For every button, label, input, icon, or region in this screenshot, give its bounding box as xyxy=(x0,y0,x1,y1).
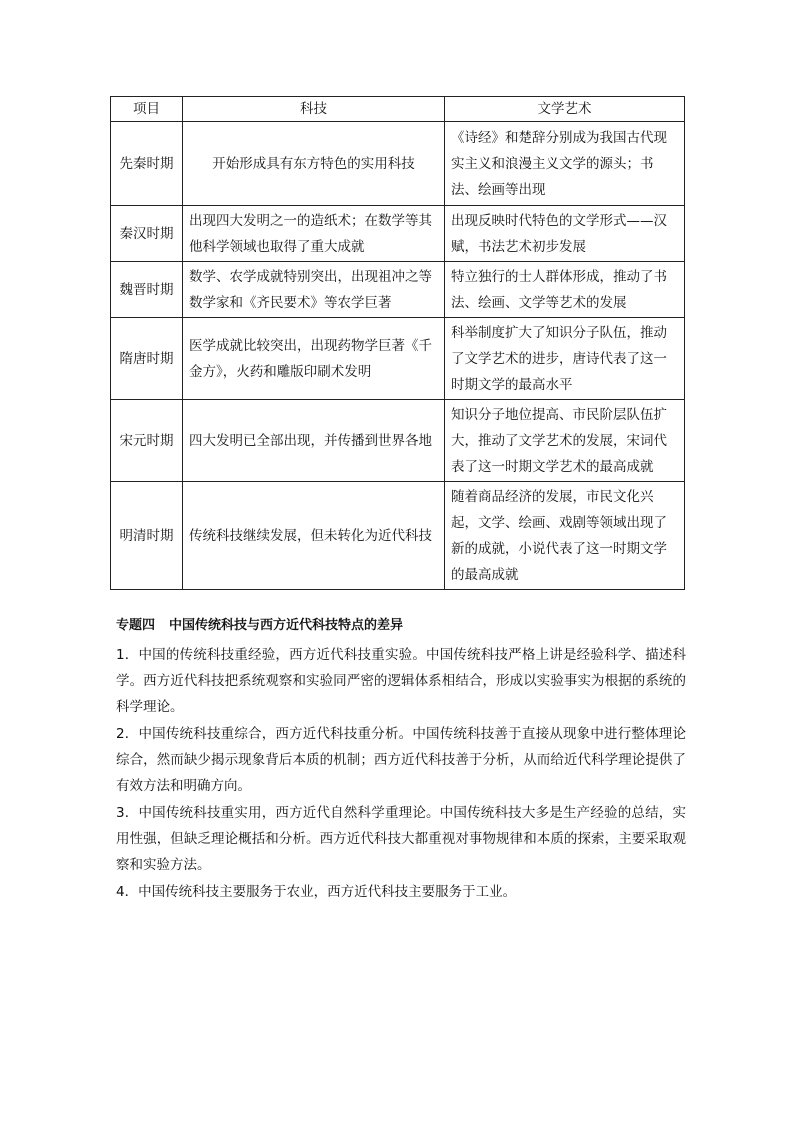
period-cell: 先秦时期 xyxy=(111,122,183,206)
period-cell: 秦汉时期 xyxy=(111,206,183,262)
art-cell: 出现反映时代特色的文学形式——汉赋，书法艺术初步发展 xyxy=(445,206,685,262)
header-tech: 科技 xyxy=(183,97,445,122)
topic-section xyxy=(116,614,686,906)
comparison-table xyxy=(110,96,685,590)
tech-cell: 四大发明已全部出现，并传播到世界各地 xyxy=(183,400,445,482)
paragraph-1: 1．中国的传统科技重经验，西方近代科技重实验。中国传统科技严格上讲是经验科学、描述科学。西方近代科技把系统观察和实验同严密的逻辑体系相结合，形成以实验事实为根据的系统的科学理论。 xyxy=(116,647,686,715)
table-row xyxy=(111,262,685,318)
table-row xyxy=(111,122,685,206)
period-cell: 隋唐时期 xyxy=(111,318,183,400)
art-cell: 随着商品经济的发展，市民文化兴起，文学、绘画、戏剧等领域出现了新的成就，小说代表了这一时期文学的最高成就 xyxy=(445,482,685,590)
table-row xyxy=(111,482,685,590)
table-row xyxy=(111,206,685,262)
section-heading xyxy=(116,614,686,638)
art-cell: 科举制度扩大了知识分子队伍，推动了文学艺术的进步，唐诗代表了这一时期文学的最高水平 xyxy=(445,318,685,400)
art-cell: 特立独行的士人群体形成，推动了书法、绘画、文学等艺术的发展 xyxy=(445,262,685,318)
paragraph-2: 2．中国传统科技重综合，西方近代科技重分析。中国传统科技善于直接从现象中进行整体理论综合，然而缺少揭示现象背后本质的机制；西方近代科技善于分析，从而给近代科学理论提供了有效方法和明确方向。 xyxy=(116,726,686,794)
period-cell: 魏晋时期 xyxy=(111,262,183,318)
tech-cell: 医学成就比较突出，出现药物学巨著《千金方》，火药和雕版印刷术发明 xyxy=(183,318,445,400)
period-cell: 宋元时期 xyxy=(111,400,183,482)
section-label: 专题四 xyxy=(116,618,156,633)
tech-cell: 数学、农学成就特别突出，出现祖冲之等数学家和《齐民要术》等农学巨著 xyxy=(183,262,445,318)
art-cell: 知识分子地位提高、市民阶层队伍扩大，推动了文学艺术的发展，宋词代表了这一时期文学艺术的最高成就 xyxy=(445,400,685,482)
table-row xyxy=(111,318,685,400)
tech-cell: 传统科技继续发展，但未转化为近代科技 xyxy=(183,482,445,590)
paragraph-4: 4．中国传统科技主要服务于农业，西方近代科技主要服务于工业。 xyxy=(116,884,517,900)
table-row xyxy=(111,400,685,482)
tech-cell: 出现四大发明之一的造纸术；在数学等其他科学领域也取得了重大成就 xyxy=(183,206,445,262)
art-cell: 《诗经》和楚辞分别成为我国古代现实主义和浪漫主义文学的源头；书法、绘画等出现 xyxy=(445,122,685,206)
tech-cell: 开始形成具有东方特色的实用科技 xyxy=(183,122,445,206)
period-cell: 明清时期 xyxy=(111,482,183,590)
paragraph-3: 3．中国传统科技重实用，西方近代自然科学重理论。中国传统科技大多是生产经验的总结，实用性强，但缺乏理论概括和分析。西方近代科技大都重视对事物规律和本质的探索，主要采取观察和实验方法。 xyxy=(116,805,686,873)
header-art: 文学艺术 xyxy=(445,97,685,122)
section-title: 中国传统科技与西方近代科技特点的差异 xyxy=(169,618,404,633)
header-item: 项目 xyxy=(111,97,183,122)
table-header-row xyxy=(111,97,685,122)
